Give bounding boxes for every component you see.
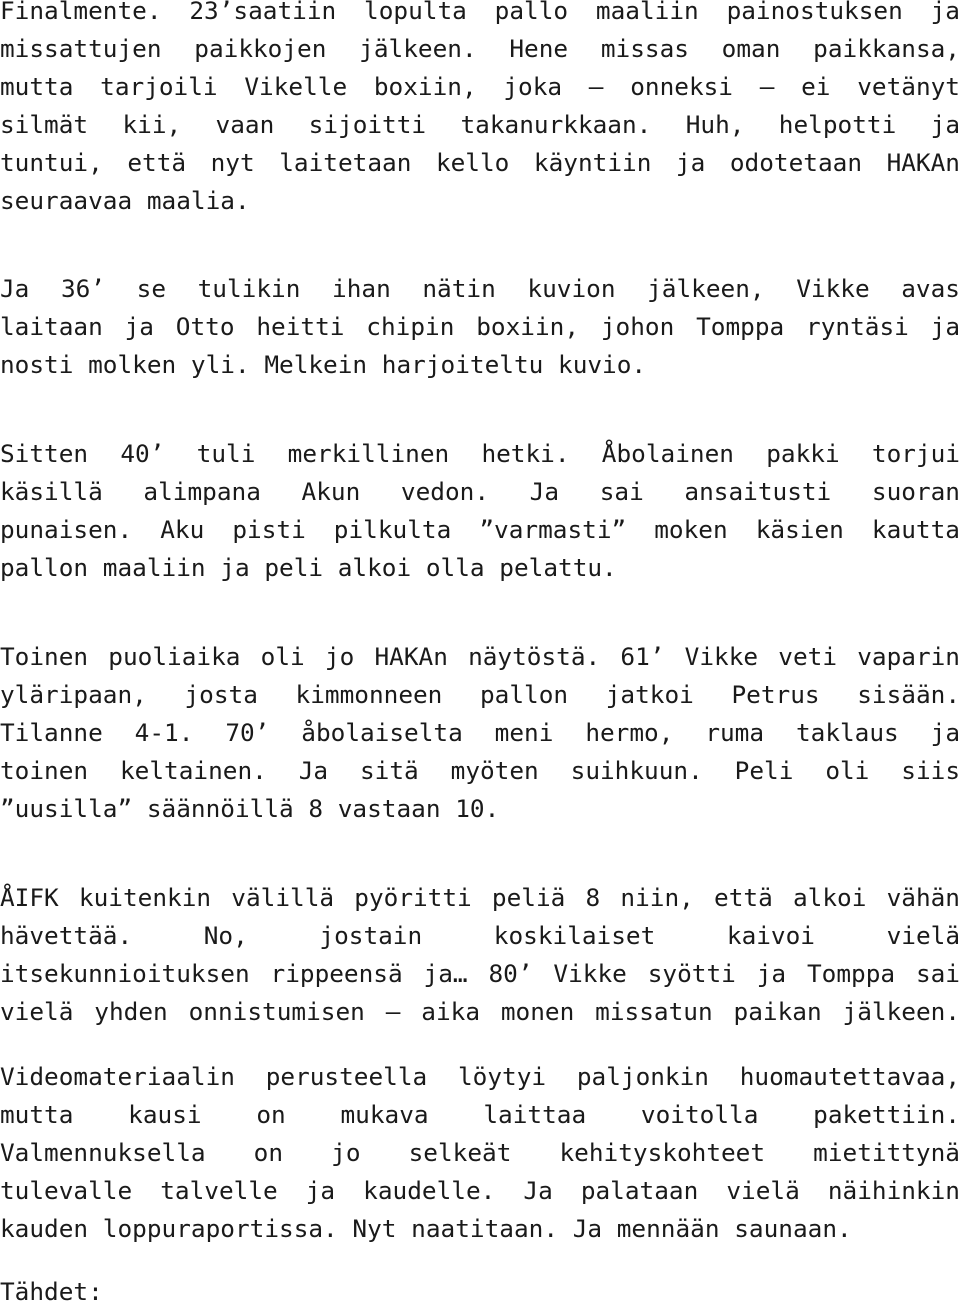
paragraph-6 (0, 1058, 960, 1248)
text-line: mutta tarjoili Vikelle boxiin, joka – onneksi – ei vetänyt (0, 72, 960, 101)
paragraph-2 (0, 270, 960, 384)
text-line: Tilanne 4-1. 70’ åbolaiselta meni hermo, ruma taklaus ja (0, 718, 960, 747)
text-line: silmät kii, vaan sijoitti takanurkkaan. Huh, helpotti ja (0, 110, 960, 139)
text-line: Videomateriaalin perusteella löytyi paljonkin huomautettavaa, (0, 1062, 960, 1091)
text-line: tulevalle talvelle ja kaudelle. Ja palataan vielä näihinkin (0, 1176, 960, 1205)
text-line: Ja 36’ se tulikin ihan nätin kuvion jälkeen, Vikke avas (0, 274, 960, 303)
text-line: yläripaan, josta kimmonneen pallon jatkoi Petrus sisään. (0, 680, 960, 709)
text-line: toinen keltainen. Ja sitä myöten suihkuun. Peli oli siis (0, 756, 960, 785)
text-line: kauden loppuraportissa. Nyt naatitaan. Ja mennään saunaan. (0, 1214, 852, 1243)
paragraph-1 (0, 0, 960, 220)
text-line: ÅIFK kuitenkin välillä pyöritti peliä 8 niin, että alkoi vähän (0, 883, 960, 912)
paragraph-5 (0, 879, 960, 1031)
text-line: käsillä alimpana Akun vedon. Ja sai ansaitusti suoran (0, 477, 960, 506)
text-line: nosti molken yli. Melkein harjoiteltu kuvio. (0, 350, 647, 379)
text-line: missattujen paikkojen jälkeen. Hene missas oman paikkansa, (0, 34, 960, 63)
paragraph-7-heading (0, 1273, 960, 1311)
text-line: vielä yhden onnistumisen – aika monen missatun paikan jälkeen. (0, 997, 960, 1026)
text-line: mutta kausi on mukava laittaa voitolla pakettiin. (0, 1100, 960, 1129)
text-line: seuraavaa maalia. (0, 186, 250, 215)
text-line: laitaan ja Otto heitti chipin boxiin, johon Tomppa ryntäsi ja (0, 312, 960, 341)
text-line: hävettää. No, jostain koskilaiset kaivoi vielä (0, 921, 960, 950)
text-line: punaisen. Aku pisti pilkulta ”varmasti” moken käsien kautta (0, 515, 960, 544)
text-line: Tähdet: (0, 1277, 103, 1306)
text-line: Finalmente. 23’saatiin lopulta pallo maaliin painostuksen ja (0, 0, 960, 25)
text-line: Valmennuksella on jo selkeät kehityskohteet mietittynä (0, 1138, 960, 1167)
text-line: Toinen puoliaika oli jo HAKAn näytöstä. 61’ Vikke veti vaparin (0, 642, 960, 671)
paragraph-3 (0, 435, 960, 587)
text-line: itsekunnioituksen rippeensä ja… 80’ Vikke syötti ja Tomppa sai (0, 959, 960, 988)
text-line: tuntui, että nyt laitetaan kello käyntiin ja odotetaan HAKAn (0, 148, 960, 177)
text-line: ”uusilla” säännöillä 8 vastaan 10. (0, 794, 500, 823)
text-line: pallon maaliin ja peli alkoi olla pelattu. (0, 553, 617, 582)
text-line: Sitten 40’ tuli merkillinen hetki. Åbolainen pakki torjui (0, 439, 960, 468)
paragraph-4 (0, 638, 960, 828)
